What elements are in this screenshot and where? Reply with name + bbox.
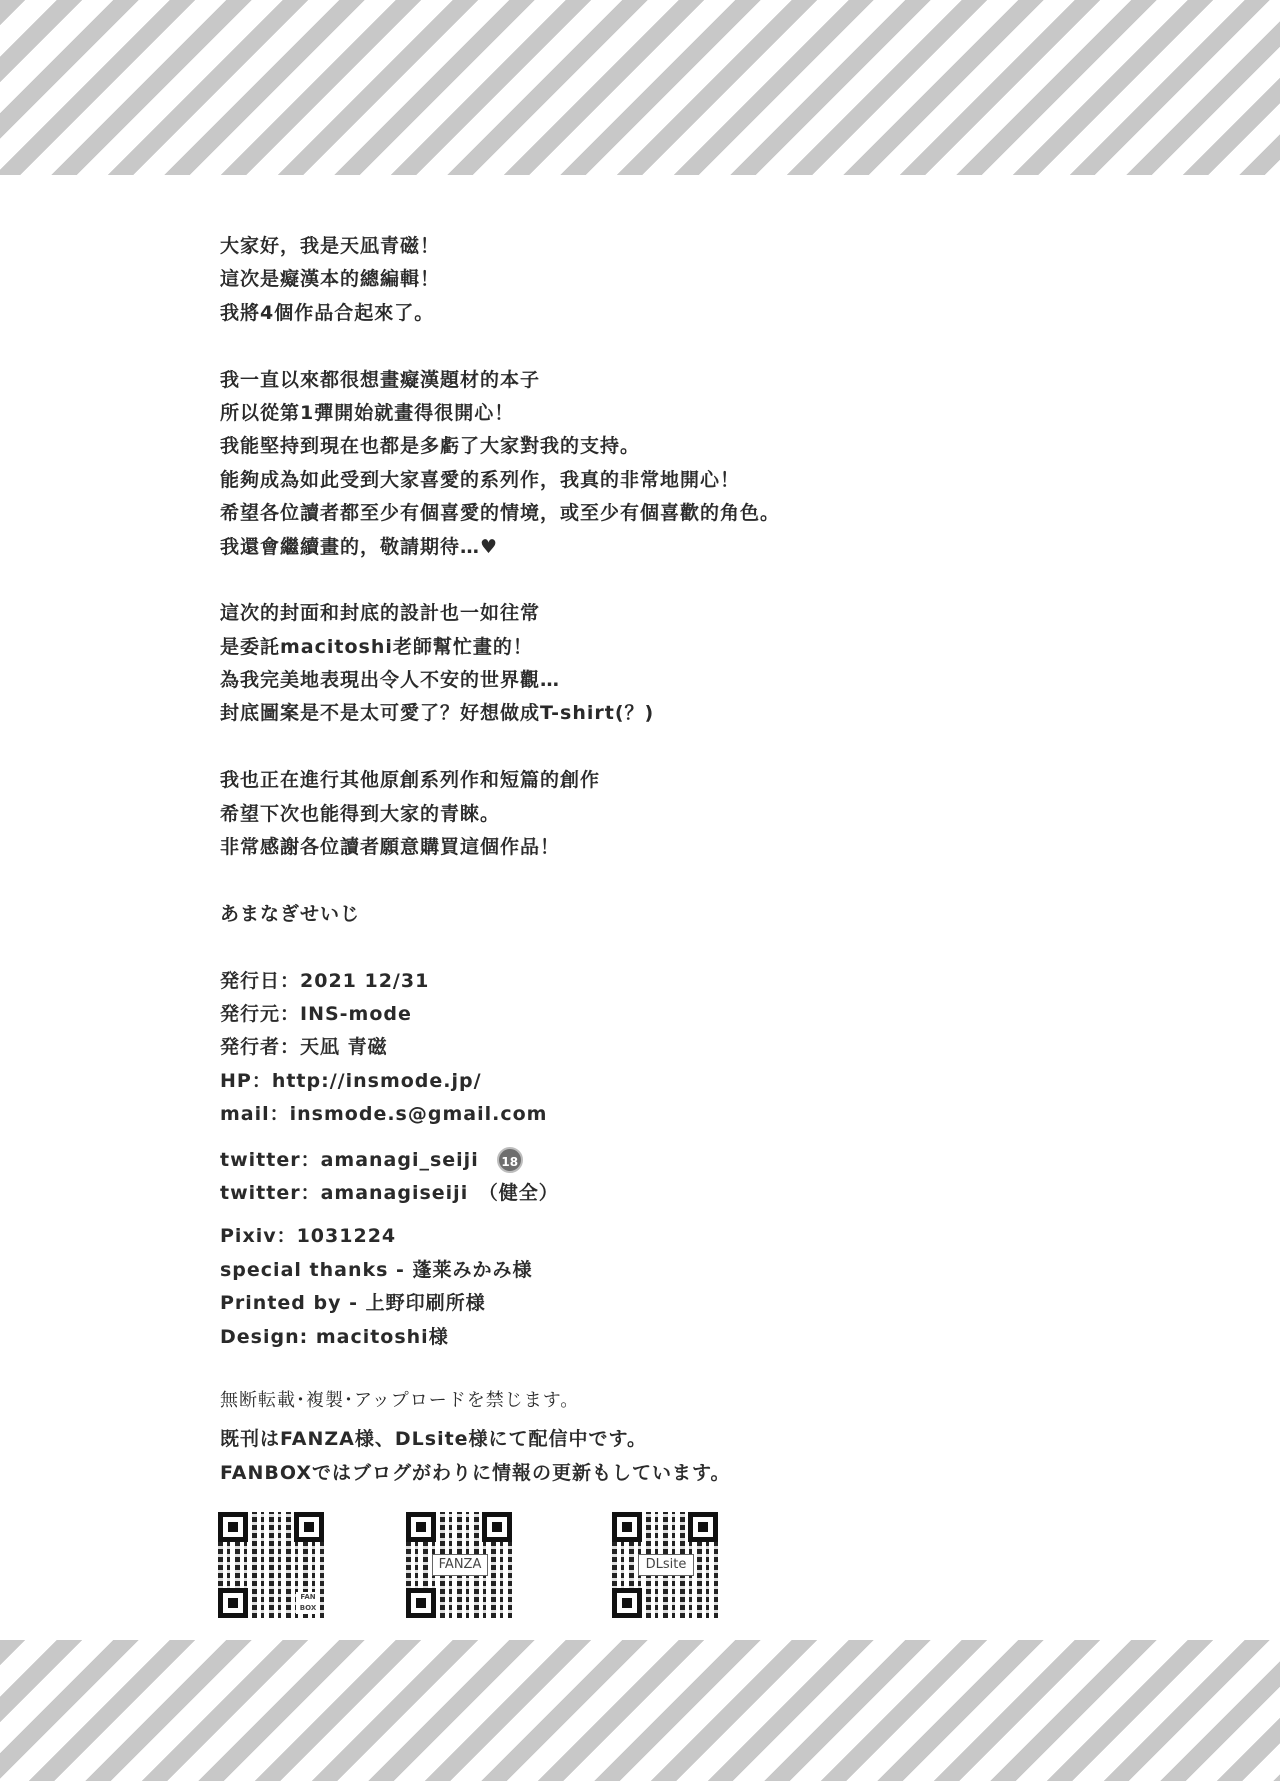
afterword-content xyxy=(220,230,1120,1490)
r18-badge-icon: 18 xyxy=(497,1147,523,1173)
message-line: 我將4個作品合起來了。 xyxy=(220,301,435,324)
decorative-stripes-top xyxy=(0,0,1280,175)
fanbox-qr-code[interactable] xyxy=(218,1512,324,1618)
message-line: 封底圖案是不是太可愛了？好想做成T-shirt(？) xyxy=(220,702,655,725)
closing-line: 既刊はFANZA様、DLsite様にて配信中です。 xyxy=(220,1428,648,1451)
printed-by: Printed by - 上野印刷所様 xyxy=(220,1292,486,1315)
pixiv-id[interactable]: Pixiv：1031224 xyxy=(220,1225,397,1248)
paragraph-gap xyxy=(220,330,1120,363)
twitter-general-link[interactable]: twitter：amanagiseiji （健全） xyxy=(220,1181,559,1204)
qr-code-row xyxy=(218,1512,738,1622)
fanza-logo: FANZA xyxy=(432,1554,488,1576)
design-credit: Design: macitoshi様 xyxy=(220,1325,449,1348)
fanza-qr-code[interactable] xyxy=(406,1512,512,1618)
fanbox-logo: FAN BOX xyxy=(296,1592,320,1614)
paragraph-gap xyxy=(220,931,1120,964)
decorative-stripes-bottom xyxy=(0,1640,1280,1781)
twitter-adult-row xyxy=(220,1144,1120,1177)
paragraph-gap xyxy=(220,564,1120,597)
copyright-notice: 無断転載･複製･アップロードを禁じます。 xyxy=(220,1389,580,1411)
message-line: 希望下次也能得到大家的青睞。 xyxy=(220,802,501,825)
qr-finder xyxy=(406,1512,436,1542)
twitter-adult-link[interactable]: twitter：amanagi_seiji xyxy=(220,1148,479,1171)
qr-finder xyxy=(294,1512,324,1542)
paragraph-gap xyxy=(220,864,1120,897)
message-line: 大家好，我是天凪青磁！ xyxy=(220,235,441,257)
message-line: 我一直以來都很想畫癡漢題材的本子 xyxy=(220,368,541,391)
qr-finder xyxy=(218,1512,248,1542)
message-line: 我也正在進行其他原創系列作和短篇的創作 xyxy=(220,769,601,792)
paragraph-gap xyxy=(220,731,1120,764)
message-line: 這次的封面和封底的設計也一如往常 xyxy=(220,602,541,625)
dlsite-logo: DLsite xyxy=(638,1554,694,1576)
publisher: 発行元：INS-mode xyxy=(220,1002,412,1025)
special-thanks: special thanks - 蓬莱みかみ様 xyxy=(220,1258,533,1281)
message-line: 我能堅持到現在也都是多虧了大家對我的支持。 xyxy=(220,435,641,458)
qr-finder xyxy=(612,1588,642,1618)
mail-address[interactable]: mail：insmode.s@gmail.com xyxy=(220,1103,548,1126)
dlsite-qr-code[interactable] xyxy=(612,1512,718,1618)
qr-finder xyxy=(612,1512,642,1542)
publish-date: 発行日：2021 12/31 xyxy=(220,969,430,992)
qr-finder xyxy=(688,1512,718,1542)
message-line: 為我完美地表現出令人不安的世界觀… xyxy=(220,669,561,692)
message-block xyxy=(220,230,1120,864)
homepage-link[interactable]: HP：http://insmode.jp/ xyxy=(220,1069,482,1092)
message-line: 希望各位讀者都至少有個喜愛的情境，或至少有個喜歡的角色。 xyxy=(220,502,781,525)
closing-line: FANBOXではブログがわりに情報の更新もしています。 xyxy=(220,1461,731,1484)
colophon xyxy=(220,965,1120,1354)
qr-finder xyxy=(406,1588,436,1618)
message-line: 能夠成為如此受到大家喜愛的系列作，我真的非常地開心！ xyxy=(220,468,741,491)
message-line: 是委託macitoshi老師幫忙畫的！ xyxy=(220,635,533,658)
qr-finder xyxy=(482,1512,512,1542)
message-line: 這次是癡漢本的總編輯！ xyxy=(220,268,441,291)
qr-finder xyxy=(218,1588,248,1618)
issuer: 発行者：天凪 青磁 xyxy=(220,1036,388,1059)
message-line: 我還會繼續畫的，敬請期待…♥ xyxy=(220,535,499,558)
message-line: 非常感謝各位讀者願意購買這個作品！ xyxy=(220,836,561,859)
author-signature: あまなぎせいじ xyxy=(220,902,361,925)
message-line: 所以從第1彈開始就畫得很開心！ xyxy=(220,401,515,424)
